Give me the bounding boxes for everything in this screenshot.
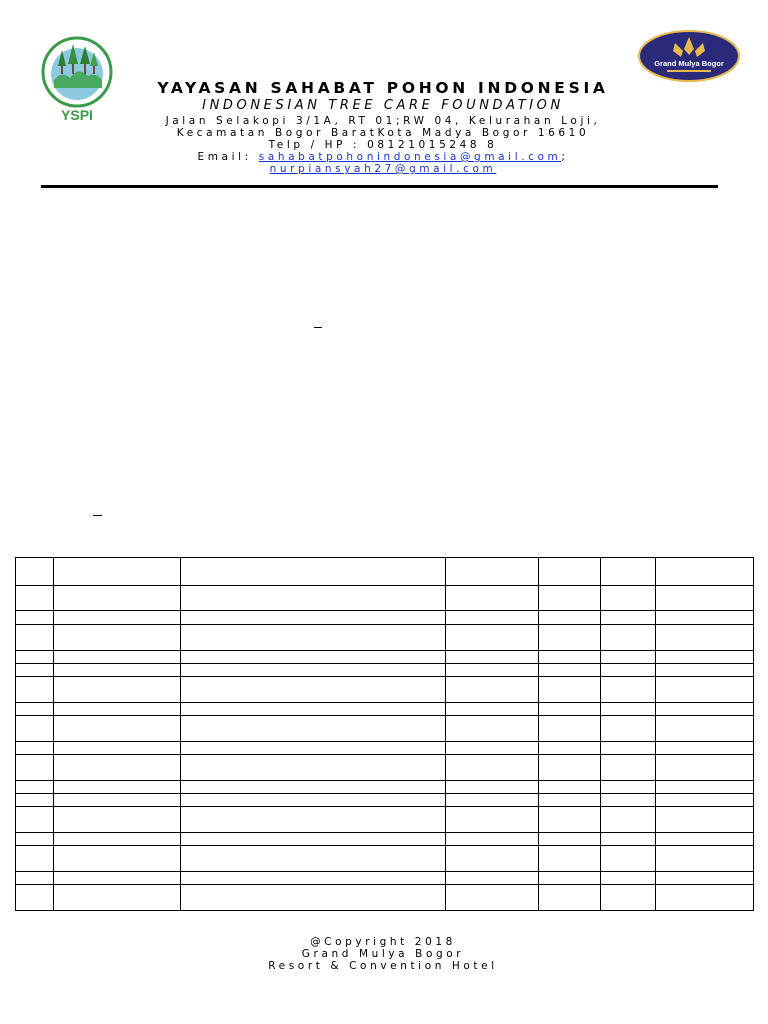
- table-cell: [601, 755, 656, 781]
- table-cell: [601, 664, 656, 677]
- header-divider: [41, 185, 718, 188]
- table-cell: [54, 755, 181, 781]
- email-link-1[interactable]: sahabatpohonindonesia@gmail.com: [258, 151, 562, 163]
- table-cell: [656, 625, 754, 651]
- table-cell: [601, 742, 656, 755]
- table-cell: [54, 794, 181, 807]
- dash-mark: [93, 515, 102, 516]
- table-cell: [656, 677, 754, 703]
- table-row: [16, 794, 754, 807]
- table-cell: [181, 651, 446, 664]
- table-cell: [539, 558, 601, 586]
- table-cell: [181, 611, 446, 625]
- table-cell: [16, 872, 54, 885]
- table-cell: [539, 833, 601, 846]
- table-cell: [601, 703, 656, 716]
- table-cell: [656, 846, 754, 872]
- table-cell: [16, 846, 54, 872]
- table-cell: [656, 558, 754, 586]
- table-cell: [446, 846, 539, 872]
- table-cell: [446, 611, 539, 625]
- table-cell: [16, 885, 54, 911]
- table-cell: [446, 781, 539, 794]
- table-row: [16, 742, 754, 755]
- table-cell: [601, 807, 656, 833]
- table-cell: [601, 833, 656, 846]
- table-cell: [446, 742, 539, 755]
- table-cell: [656, 794, 754, 807]
- table-cell: [656, 781, 754, 794]
- table-cell: [446, 586, 539, 611]
- table-cell: [656, 885, 754, 911]
- table-cell: [656, 833, 754, 846]
- table-row: [16, 716, 754, 742]
- table-cell: [54, 846, 181, 872]
- table-cell: [539, 807, 601, 833]
- table-cell: [54, 625, 181, 651]
- table-cell: [446, 755, 539, 781]
- table-cell: [539, 611, 601, 625]
- table-cell: [54, 781, 181, 794]
- table-row: [16, 586, 754, 611]
- table-cell: [601, 872, 656, 885]
- table-row: [16, 755, 754, 781]
- yspi-logo-text: YSPI: [61, 107, 93, 123]
- table-cell: [54, 833, 181, 846]
- table-row: [16, 846, 754, 872]
- table-cell: [539, 794, 601, 807]
- table-row: [16, 703, 754, 716]
- table-cell: [54, 742, 181, 755]
- table-cell: [16, 755, 54, 781]
- table-cell: [54, 677, 181, 703]
- table-cell: [16, 703, 54, 716]
- table-cell: [446, 664, 539, 677]
- email-separator: ;: [561, 151, 569, 163]
- table-cell: [181, 885, 446, 911]
- table-row: [16, 558, 754, 586]
- table-cell: [16, 625, 54, 651]
- table-cell: [601, 794, 656, 807]
- table-row: [16, 625, 754, 651]
- table-cell: [54, 807, 181, 833]
- table-cell: [656, 703, 754, 716]
- footer-copyright: @Copyright 2018: [310, 936, 456, 948]
- table-cell: [539, 846, 601, 872]
- table-cell: [539, 872, 601, 885]
- table-cell: [54, 703, 181, 716]
- table-cell: [656, 716, 754, 742]
- table-cell: [656, 651, 754, 664]
- table-cell: [601, 846, 656, 872]
- email-label: Email:: [197, 151, 252, 163]
- table-cell: [54, 716, 181, 742]
- form-table: [15, 557, 754, 911]
- table-cell: [539, 625, 601, 651]
- table-cell: [656, 872, 754, 885]
- table-cell: [181, 807, 446, 833]
- table-cell: [656, 611, 754, 625]
- email-link-2[interactable]: nurpiansyah27@gmail.com: [269, 163, 497, 175]
- table-cell: [16, 807, 54, 833]
- table-cell: [54, 558, 181, 586]
- table-cell: [16, 677, 54, 703]
- table-row: [16, 781, 754, 794]
- dash-mark: [314, 327, 322, 328]
- email-line-2: [0, 163, 766, 175]
- table-cell: [446, 716, 539, 742]
- table-cell: [16, 794, 54, 807]
- table-row: [16, 677, 754, 703]
- table-cell: [446, 833, 539, 846]
- table-row: [16, 807, 754, 833]
- grand-mulya-logo: [637, 29, 741, 83]
- table-cell: [446, 558, 539, 586]
- table-cell: [54, 586, 181, 611]
- table-cell: [539, 651, 601, 664]
- table-row: [16, 885, 754, 911]
- org-subtitle: INDONESIAN TREE CARE FOUNDATION: [202, 98, 564, 113]
- table-cell: [539, 586, 601, 611]
- table-cell: [601, 716, 656, 742]
- table-cell: [539, 716, 601, 742]
- table-cell: [16, 586, 54, 611]
- table-cell: [181, 833, 446, 846]
- table-cell: [601, 611, 656, 625]
- table-cell: [181, 716, 446, 742]
- grand-mulya-logo-text: Grand Mulya Bogor: [654, 59, 724, 68]
- table-cell: [16, 664, 54, 677]
- table-cell: [181, 677, 446, 703]
- table-cell: [181, 558, 446, 586]
- table-cell: [181, 586, 446, 611]
- table-cell: [181, 846, 446, 872]
- table-cell: [601, 558, 656, 586]
- table-cell: [656, 755, 754, 781]
- table-cell: [446, 703, 539, 716]
- table-cell: [446, 794, 539, 807]
- table-cell: [656, 742, 754, 755]
- table-cell: [16, 651, 54, 664]
- table-cell: [446, 872, 539, 885]
- table-cell: [601, 677, 656, 703]
- table-cell: [181, 794, 446, 807]
- table-cell: [16, 611, 54, 625]
- table-cell: [54, 651, 181, 664]
- table-cell: [54, 664, 181, 677]
- phone-line: Telp / HP : 08121015248 8: [268, 139, 498, 151]
- table-cell: [656, 807, 754, 833]
- org-name: YAYASAN SAHABAT POHON INDONESIA: [157, 79, 609, 97]
- table-cell: [181, 703, 446, 716]
- table-cell: [601, 651, 656, 664]
- table-cell: [446, 625, 539, 651]
- table-cell: [446, 677, 539, 703]
- table-cell: [54, 885, 181, 911]
- footer-hotel-type: Resort & Convention Hotel: [268, 960, 498, 972]
- table-cell: [16, 833, 54, 846]
- table-cell: [181, 872, 446, 885]
- address-line-1: Jalan Selakopi 3/1A, RT 01;RW 04, Kelurahan Loji,: [165, 115, 601, 127]
- table-cell: [601, 625, 656, 651]
- table-cell: [181, 625, 446, 651]
- footer-hotel-name: Grand Mulya Bogor: [301, 948, 465, 960]
- table-cell: [16, 558, 54, 586]
- table-cell: [446, 885, 539, 911]
- table-row: [16, 651, 754, 664]
- table-cell: [601, 781, 656, 794]
- table-cell: [539, 885, 601, 911]
- email-line: [0, 151, 766, 163]
- table-cell: [601, 586, 656, 611]
- table-cell: [181, 755, 446, 781]
- table-row: [16, 611, 754, 625]
- table-cell: [54, 611, 181, 625]
- table-cell: [539, 677, 601, 703]
- table-cell: [181, 742, 446, 755]
- table-cell: [16, 742, 54, 755]
- table-row: [16, 833, 754, 846]
- table-cell: [446, 651, 539, 664]
- table-cell: [181, 664, 446, 677]
- table-cell: [446, 807, 539, 833]
- table-row: [16, 872, 754, 885]
- table-row: [16, 664, 754, 677]
- table-cell: [539, 664, 601, 677]
- table-cell: [601, 885, 656, 911]
- address-line-2: Kecamatan Bogor BaratKota Madya Bogor 16610: [176, 127, 590, 139]
- table-cell: [539, 781, 601, 794]
- table-cell: [16, 716, 54, 742]
- table-cell: [539, 755, 601, 781]
- table-cell: [656, 664, 754, 677]
- table-cell: [54, 872, 181, 885]
- table-cell: [181, 781, 446, 794]
- table-cell: [16, 781, 54, 794]
- table-cell: [656, 586, 754, 611]
- table-cell: [539, 703, 601, 716]
- table-cell: [539, 742, 601, 755]
